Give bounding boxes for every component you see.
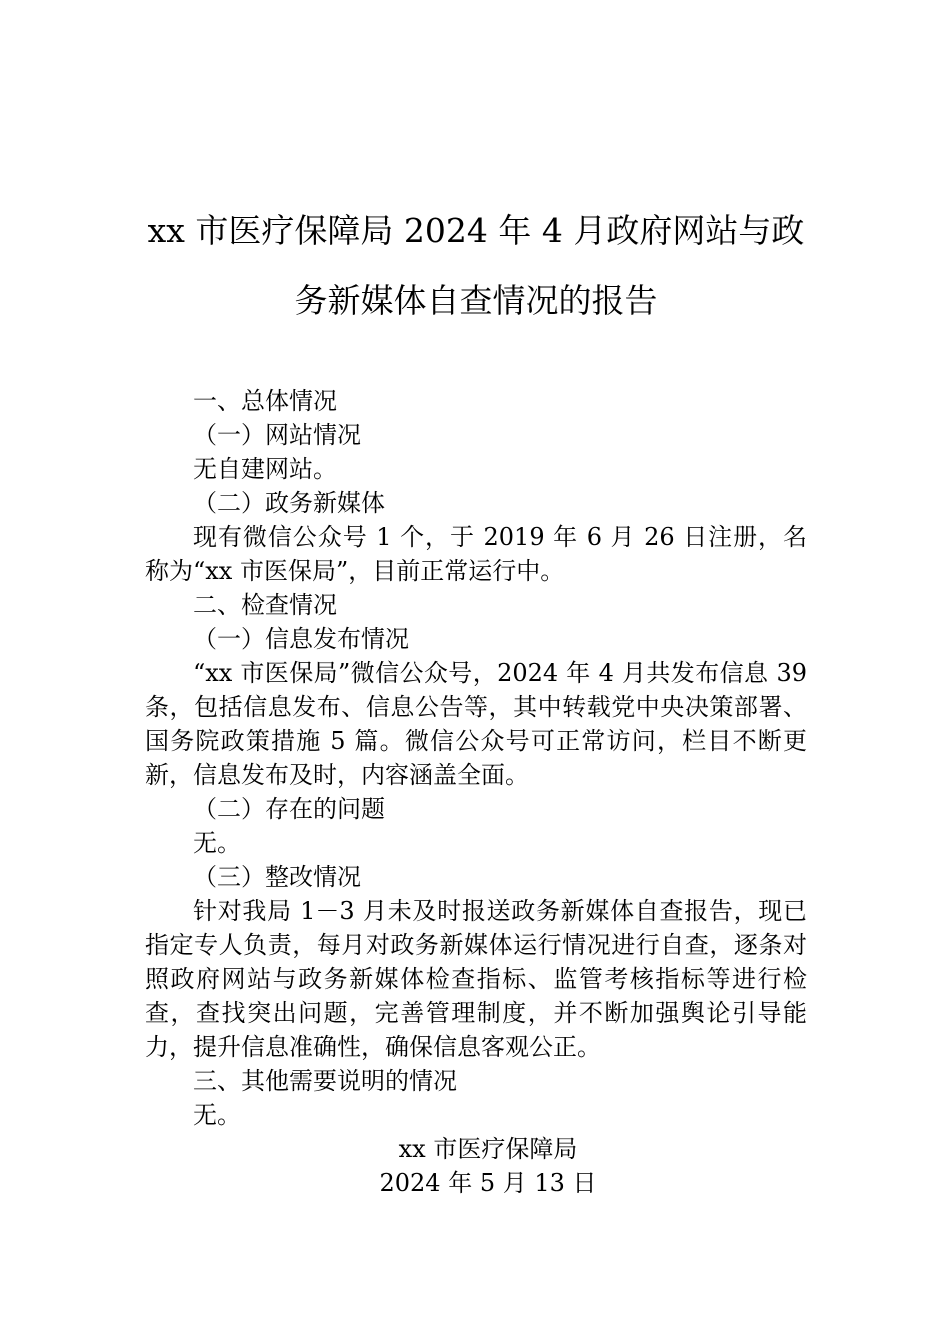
paragraph-problems: 无。	[193, 829, 241, 857]
paragraph-website: 无自建网站。	[193, 455, 337, 483]
subheading-website: （一）网站情况	[193, 421, 361, 449]
section-heading-overall: 一、总体情况	[193, 387, 337, 415]
section-heading-other: 三、其他需要说明的情况	[193, 1067, 457, 1095]
document-title	[145, 196, 807, 336]
title-line-1: xx 市医疗保障局 2024 年 4 月政府网站与政	[147, 211, 805, 250]
subheading-rectification: （三）整改情况	[193, 863, 361, 891]
paragraph-publishing: “xx 市医保局”微信公众号，2024 年 4 月共发布信息 39 条，包括信息发布、信息公告等，其中转载党中央决策部署、国务院政策措施 5 篇。微信公众号可正常访问，栏目不断更新，信息发布及时，内容涵盖全面。	[145, 659, 807, 789]
paragraph-other: 无。	[193, 1101, 241, 1129]
paragraph-new-media: 现有微信公众号 1 个，于 2019 年 6 月 26 日注册，名称为“xx 市医保局”，目前正常运行中。	[145, 523, 807, 585]
signature-date: 2024 年 5 月 13 日	[379, 1169, 597, 1197]
subheading-publishing: （一）信息发布情况	[193, 625, 409, 653]
subheading-new-media: （二）政务新媒体	[193, 489, 385, 517]
subheading-problems: （二）存在的问题	[193, 795, 385, 823]
document-body	[145, 384, 807, 1200]
document-page	[145, 196, 807, 1200]
title-line-2: 务新媒体自查情况的报告	[294, 281, 658, 320]
paragraph-rectification: 针对我局 1－3 月未及时报送政务新媒体自查报告，现已指定专人负责，每月对政务新媒体运行情况进行自查，逐条对照政府网站与政务新媒体检查指标、监管考核指标等进行检查，查找突出问题，完善管理制度，并不断加强舆论引导能力，提升信息准确性，确保信息客观公正。	[145, 897, 807, 1061]
signature-org: xx 市医疗保障局	[398, 1135, 578, 1163]
section-heading-inspection: 二、检查情况	[193, 591, 337, 619]
